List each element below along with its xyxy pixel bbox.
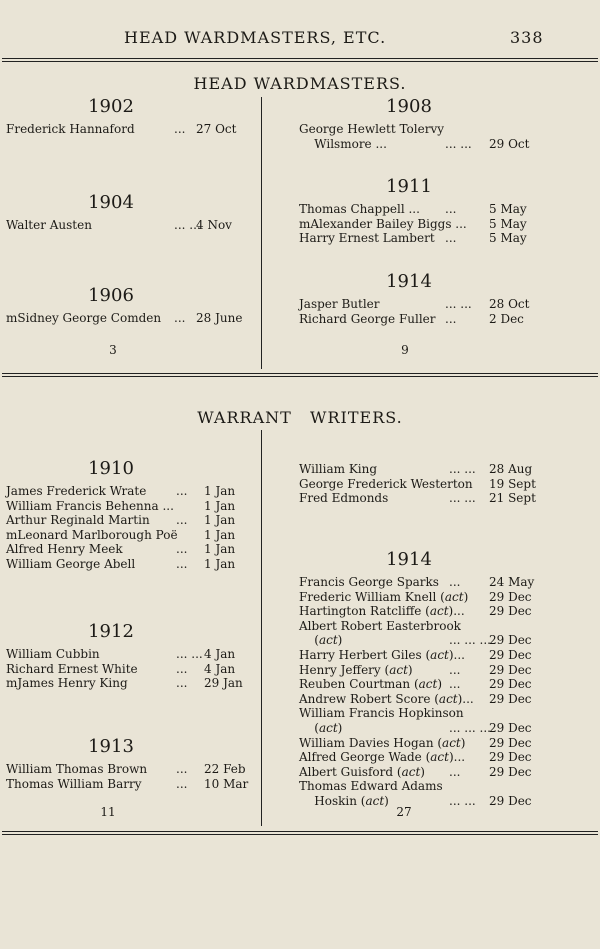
entry-date: 29 Dec bbox=[489, 691, 532, 706]
entry-date: 29 Dec bbox=[489, 662, 532, 677]
entry-leader-dots: ... bbox=[176, 513, 188, 528]
register-entry bbox=[299, 663, 547, 678]
entry-name: Albert Guisford (act) bbox=[299, 764, 425, 779]
entry-date: 4 Jan bbox=[204, 647, 236, 661]
entry-name: (act) bbox=[299, 633, 343, 648]
register-entry bbox=[299, 604, 547, 619]
entry-name: James Frederick Wrate bbox=[6, 484, 147, 498]
warrant-writers-title: WARRANT WRITERS. bbox=[197, 408, 403, 427]
entry-date: 5 May bbox=[489, 216, 527, 231]
entry-leader-dots: ... bbox=[449, 764, 461, 779]
entry-date: 5 May bbox=[489, 202, 527, 216]
entry-name: Richard George Fuller bbox=[299, 311, 436, 326]
entry-date: 22 Feb bbox=[204, 762, 246, 776]
entry-leader-dots: ... ... bbox=[449, 462, 476, 476]
entry-date: 29 Dec bbox=[489, 764, 532, 779]
entry-name: Wilsmore ... bbox=[299, 136, 387, 151]
entry-name: Andrew Robert Score (act)... bbox=[299, 691, 474, 706]
entry-date: 29 Jan bbox=[204, 676, 243, 691]
register-entry bbox=[299, 202, 547, 217]
entry-leader-dots: ... bbox=[449, 677, 461, 692]
footer-rule-thin bbox=[2, 834, 598, 835]
entry-leader-dots: ... ... ... bbox=[449, 721, 491, 735]
entry-date: 1 Jan bbox=[204, 484, 236, 498]
entry-date: 27 Oct bbox=[196, 122, 237, 136]
year-heading: 1911 bbox=[386, 176, 432, 197]
entry-date: 29 Dec bbox=[489, 589, 532, 604]
entry-name: George Hewlett Tolervy bbox=[299, 122, 445, 136]
year-heading: 1908 bbox=[386, 96, 432, 117]
register-entry bbox=[299, 794, 547, 809]
entry-leader-dots: ... bbox=[445, 311, 457, 326]
entry-name: (act) bbox=[299, 721, 343, 735]
entry-date: 29 Dec bbox=[489, 648, 532, 662]
entry-leader-dots: ... bbox=[449, 662, 461, 677]
entry-name: William Francis Hopkinson bbox=[299, 706, 464, 721]
entry-date: 28 Aug bbox=[489, 462, 533, 476]
entry-name: Richard Ernest White bbox=[6, 661, 138, 676]
entry-name: Alfred Henry Meek bbox=[6, 542, 123, 557]
entry-date: 29 Dec bbox=[489, 735, 532, 750]
register-entry bbox=[299, 462, 547, 477]
register-entry bbox=[299, 677, 547, 692]
column-divider bbox=[261, 97, 262, 369]
entry-name: Frederic William Knell (act) bbox=[299, 589, 469, 604]
entry-name: Arthur Reginald Martin bbox=[6, 513, 150, 528]
entry-name: William King bbox=[299, 462, 378, 476]
page-number: 338 bbox=[510, 28, 544, 47]
year-heading: 1912 bbox=[88, 621, 134, 642]
year-heading: 1914 bbox=[386, 271, 432, 292]
entry-name: Frederick Hannaford bbox=[6, 122, 135, 136]
column-divider-lower bbox=[261, 430, 262, 826]
head-wardmasters-right-count: 9 bbox=[401, 343, 409, 357]
register-entry bbox=[299, 575, 547, 590]
entry-leader-dots: ... ... bbox=[176, 647, 203, 661]
entry-date: 29 Dec bbox=[489, 604, 532, 619]
entry-name: Jasper Butler bbox=[299, 297, 380, 311]
register-entry bbox=[6, 513, 254, 528]
entry-leader-dots: ... bbox=[176, 762, 188, 776]
register-entry bbox=[6, 542, 254, 557]
year-heading: 1902 bbox=[88, 96, 134, 117]
register-entry bbox=[6, 122, 254, 137]
entry-name: Harry Ernest Lambert bbox=[299, 231, 435, 246]
entry-date: 28 Oct bbox=[489, 297, 530, 311]
register-entry bbox=[299, 590, 547, 605]
entry-leader-dots: ... ... bbox=[449, 794, 476, 808]
register-entry bbox=[6, 557, 254, 572]
entry-name: Henry Jeffery (act) bbox=[299, 662, 413, 677]
entry-name: Fred Edmonds bbox=[299, 491, 389, 506]
entry-leader-dots: ... bbox=[449, 575, 461, 589]
warrant-writers-right-count: 27 bbox=[396, 805, 412, 819]
entry-leader-dots: ... bbox=[176, 676, 188, 691]
entry-leader-dots: ... bbox=[174, 122, 186, 136]
entry-leader-dots: ... ... bbox=[445, 297, 472, 311]
register-entry bbox=[6, 777, 254, 792]
register-entry bbox=[299, 619, 547, 634]
register-entry bbox=[6, 484, 254, 499]
head-wardmasters-left-count: 3 bbox=[109, 343, 117, 357]
year-heading: 1913 bbox=[88, 736, 134, 757]
entry-date: 1 Jan bbox=[204, 527, 236, 542]
entry-name: William Thomas Brown bbox=[6, 762, 148, 776]
entry-date: 5 May bbox=[489, 231, 527, 246]
entry-date: 4 Nov bbox=[196, 218, 232, 232]
year-heading: 1910 bbox=[88, 458, 134, 479]
entry-name: Walter Austen bbox=[6, 218, 92, 232]
entry-name: William Francis Behenna ... bbox=[6, 498, 174, 513]
entry-name: Thomas Edward Adams bbox=[299, 779, 443, 794]
entry-date: 29 Dec bbox=[489, 677, 532, 692]
register-entry bbox=[6, 311, 254, 326]
entry-leader-dots: ... bbox=[176, 542, 188, 557]
register-entry bbox=[299, 297, 547, 312]
entry-leader-dots: ... ... ... bbox=[449, 633, 491, 648]
register-entry bbox=[299, 312, 547, 327]
entry-leader-dots: ... ... bbox=[449, 491, 476, 506]
register-entry bbox=[6, 762, 254, 777]
entry-date: 10 Mar bbox=[204, 776, 249, 791]
register-entry bbox=[299, 633, 547, 648]
entry-name: William Cubbin bbox=[6, 647, 100, 661]
entry-name: Francis George Sparks bbox=[299, 575, 439, 589]
register-entry bbox=[299, 765, 547, 780]
entry-date: 19 Sept bbox=[489, 476, 536, 491]
warrant-writers-left-count: 11 bbox=[100, 805, 116, 819]
head-wardmasters-title: HEAD WARDMASTERS. bbox=[193, 74, 407, 93]
entry-leader-dots: ... ... bbox=[174, 218, 201, 232]
entry-name: William Davies Hogan (act) bbox=[299, 735, 466, 750]
register-entry bbox=[299, 137, 547, 152]
entry-leader-dots: ... bbox=[176, 661, 188, 676]
register-entry bbox=[299, 736, 547, 751]
entry-name: Reuben Courtman (act) bbox=[299, 677, 443, 692]
entry-date: 29 Dec bbox=[489, 721, 532, 735]
section-rule bbox=[2, 373, 598, 374]
entry-name: Albert Robert Easterbrook bbox=[299, 618, 461, 633]
entry-date: 29 Dec bbox=[489, 750, 532, 765]
entry-leader-dots: ... ... bbox=[445, 136, 472, 151]
footer-rule bbox=[2, 831, 598, 832]
entry-name: William George Abell bbox=[6, 557, 136, 571]
entry-leader-dots: ... bbox=[174, 311, 186, 325]
entry-date: 21 Sept bbox=[489, 491, 536, 506]
register-entry bbox=[6, 662, 254, 677]
entry-name: mJames Henry King bbox=[6, 676, 128, 691]
entry-name: mSidney George Comden bbox=[6, 311, 162, 325]
register-entry bbox=[299, 721, 547, 736]
register-entry bbox=[299, 648, 547, 663]
entry-date: 1 Jan bbox=[204, 513, 236, 528]
entry-name: mLeonard Marlborough Poë bbox=[6, 527, 178, 542]
entry-date: 2 Dec bbox=[489, 311, 524, 326]
register-entry bbox=[299, 122, 547, 137]
register-entry bbox=[299, 217, 547, 232]
running-head bbox=[0, 28, 600, 50]
entry-date: 24 May bbox=[489, 575, 535, 589]
entry-name: Hoskin (act) bbox=[299, 794, 389, 808]
entry-date: 29 Oct bbox=[489, 136, 530, 151]
entry-leader-dots: ... bbox=[176, 557, 188, 571]
year-heading: 1904 bbox=[88, 192, 134, 213]
entry-leader-dots: ... bbox=[176, 776, 188, 791]
register-entry bbox=[299, 491, 547, 506]
entry-leader-dots: ... bbox=[445, 202, 457, 216]
entry-name: George Frederick Westerton bbox=[299, 476, 473, 491]
register-entry bbox=[299, 750, 547, 765]
register-entry bbox=[299, 706, 547, 721]
register-entry bbox=[299, 779, 547, 794]
entry-name: Thomas Chappell ... bbox=[299, 202, 420, 216]
header-rule bbox=[2, 58, 598, 59]
register-entry bbox=[6, 676, 254, 691]
entry-date: 1 Jan bbox=[204, 542, 236, 557]
entry-name: Hartington Ratcliffe (act)... bbox=[299, 604, 465, 619]
year-heading: 1906 bbox=[88, 285, 134, 306]
entry-leader-dots: ... bbox=[445, 231, 457, 246]
entry-name: mAlexander Bailey Biggs ... bbox=[299, 216, 467, 231]
year-heading: 1914 bbox=[386, 549, 432, 570]
entry-leader-dots: ... bbox=[176, 484, 188, 498]
section-rule-thin bbox=[2, 376, 598, 377]
entry-date: 1 Jan bbox=[204, 557, 236, 571]
register-entry bbox=[299, 231, 547, 246]
register-entry bbox=[6, 499, 254, 514]
entry-name: Thomas William Barry bbox=[6, 776, 142, 791]
entry-date: 28 June bbox=[196, 311, 243, 325]
entry-date: 4 Jan bbox=[204, 661, 236, 676]
register-entry bbox=[6, 647, 254, 662]
register-entry bbox=[299, 692, 547, 707]
entry-date: 29 Dec bbox=[489, 633, 532, 648]
running-head-title: HEAD WARDMASTERS, ETC. bbox=[124, 28, 387, 47]
entry-date: 29 Dec bbox=[489, 794, 532, 808]
register-entry bbox=[6, 528, 254, 543]
register-entry bbox=[299, 477, 547, 492]
entry-name: Harry Herbert Giles (act)... bbox=[299, 648, 465, 662]
entry-date: 1 Jan bbox=[204, 498, 236, 513]
header-rule-thin bbox=[2, 61, 598, 62]
register-entry bbox=[6, 218, 254, 233]
entry-name: Alfred George Wade (act)... bbox=[299, 750, 466, 765]
